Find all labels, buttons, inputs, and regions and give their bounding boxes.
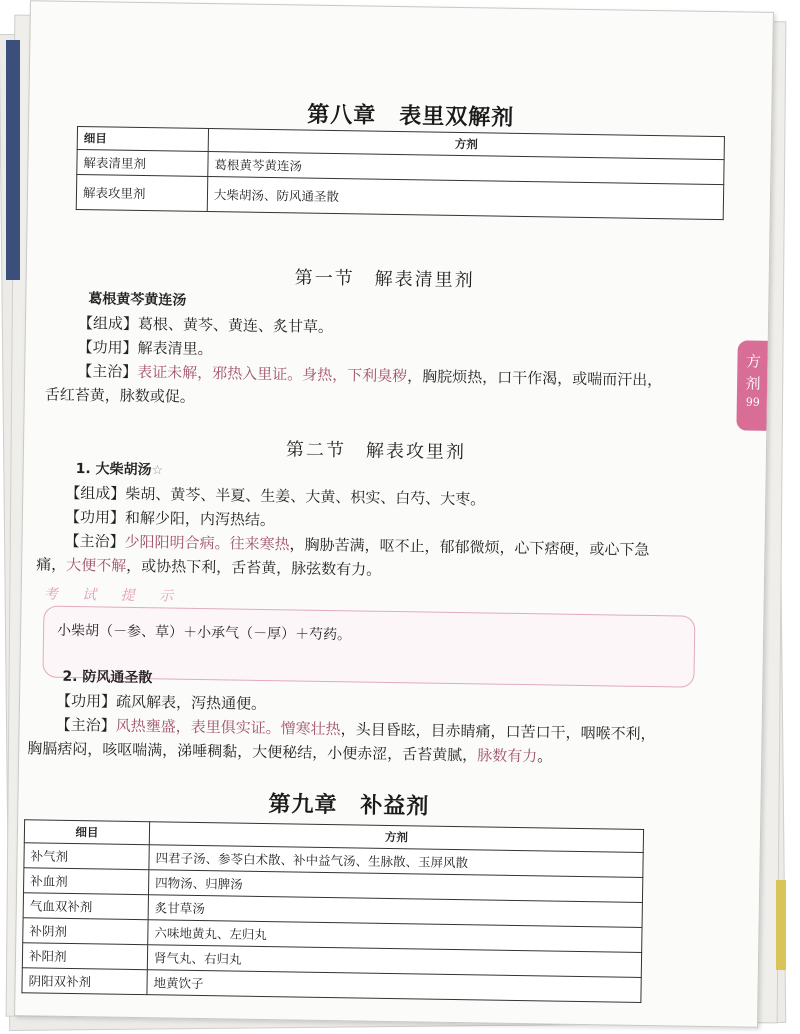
text: ，或协热下利，舌苔黄，脉弦数有力。 bbox=[126, 556, 382, 579]
function-line bbox=[56, 690, 266, 715]
function-line bbox=[65, 506, 275, 531]
book-page bbox=[14, 0, 774, 1028]
section-title: 第二节 解表攻里剂 bbox=[285, 439, 467, 464]
table-cell: 炙甘草汤 bbox=[148, 895, 642, 928]
table-header: 细目 bbox=[24, 820, 149, 845]
table-cell: 解表攻里剂 bbox=[76, 174, 208, 211]
highlight-text: 脉数有力 bbox=[477, 746, 538, 766]
highlight-text: 下利臭秽 bbox=[347, 366, 408, 386]
tab-label: 方 bbox=[745, 352, 762, 371]
text: ，头目昏眩，目赤睛痛，口苦口干，咽喉不利， bbox=[340, 720, 656, 744]
chapter-title: 第九章 补益剂 bbox=[268, 792, 430, 820]
chapter-side-tab bbox=[736, 340, 769, 430]
formula-name bbox=[75, 458, 163, 482]
table-header: 方剂 bbox=[149, 822, 643, 853]
text: 和解少阳，内泻热结。 bbox=[124, 508, 276, 530]
table-cell: 阴阳双补剂 bbox=[22, 968, 147, 995]
table-cell: 地黄饮子 bbox=[147, 970, 641, 1003]
function-line bbox=[77, 336, 212, 360]
composition-line bbox=[78, 312, 333, 338]
table-cell: 补气剂 bbox=[24, 843, 149, 870]
formula-name: 葛根黄芩黄连汤 bbox=[88, 291, 187, 309]
chapter-title: 第八章 表里双解剂 bbox=[307, 102, 515, 131]
text: 葛根、黄芩、黄连、炙甘草。 bbox=[137, 314, 334, 337]
label: 【功用】 bbox=[64, 507, 126, 527]
label: 【主治】 bbox=[55, 715, 116, 735]
highlight-text: 少阳阳明合病。往来寒热 bbox=[124, 532, 290, 554]
text: 解表清里。 bbox=[137, 338, 213, 359]
table-cell: 气血双补剂 bbox=[23, 893, 148, 920]
text: 。 bbox=[537, 747, 553, 766]
table-cell: 葛根黄芩黄连汤 bbox=[208, 152, 724, 185]
label: 【功用】 bbox=[55, 691, 117, 711]
table-cell: 大柴胡汤、防风通圣散 bbox=[207, 177, 723, 220]
label: 【主治】 bbox=[77, 362, 138, 381]
indication-line-2 bbox=[36, 553, 381, 580]
table-cell: 补血剂 bbox=[24, 868, 149, 895]
chapter8-table bbox=[76, 126, 725, 220]
highlight-text: 大便不解 bbox=[66, 555, 127, 575]
highlight-text: 风热壅盛，表里俱实证。憎寒壮热 bbox=[115, 716, 341, 739]
highlight-text: 表证未解，邪热入里证。身热， bbox=[137, 362, 348, 385]
table-header: 细目 bbox=[77, 126, 208, 151]
tab-label: 剂 bbox=[745, 374, 761, 393]
text: 痛， bbox=[36, 555, 67, 574]
text: 疏风解表，泻热通便。 bbox=[115, 692, 267, 714]
book-cover-edge bbox=[776, 880, 786, 970]
table-cell: 解表清里剂 bbox=[77, 149, 208, 176]
table-cell: 补阳剂 bbox=[22, 943, 147, 970]
exam-tip-banner bbox=[44, 584, 184, 608]
star-icon: ☆ bbox=[151, 463, 164, 479]
label: 【组成】 bbox=[77, 314, 139, 333]
label: 【组成】 bbox=[65, 483, 126, 503]
table-cell: 六味地黄丸、左归丸 bbox=[148, 920, 642, 953]
book-cover-edge bbox=[6, 40, 20, 280]
chapter9-table bbox=[21, 819, 644, 1003]
label: 【主治】 bbox=[64, 531, 125, 551]
text: 胸膈痞闷，咳呕喘满，涕唾稠黏，大便秘结，小便赤涩，舌苔黄腻， bbox=[27, 739, 478, 765]
table-cell: 四君子汤、参苓白术散、补中益气汤、生脉散、玉屏风散 bbox=[149, 845, 643, 878]
text: 柴胡、黄芩、半夏、生姜、大黄、枳实、白芍、大枣。 bbox=[125, 484, 486, 509]
table-cell: 肾气丸、右归丸 bbox=[147, 945, 641, 978]
table-header: 方剂 bbox=[208, 129, 724, 160]
label: 【功用】 bbox=[77, 338, 138, 357]
formula-name: 2. 防风通圣散 bbox=[62, 668, 153, 687]
section-title: 第一节 解表清里剂 bbox=[294, 267, 475, 292]
text: ，胸胁苦满，呕不止，郁郁微烦，心下痞硬，或心下急 bbox=[289, 535, 650, 560]
page-number: 99 bbox=[745, 395, 760, 409]
exam-tip-label: 考 试 提 示 bbox=[43, 586, 184, 605]
formula-title: 1. 大柴胡汤 bbox=[75, 460, 152, 479]
text: ，胸脘烦热，口干作渴，或喘而汗出， bbox=[407, 367, 663, 390]
table-cell: 补阴剂 bbox=[23, 918, 148, 945]
table-cell: 四物汤、归脾汤 bbox=[148, 870, 642, 903]
exam-tip-text: 小柴胡（－参、草）＋小承气（－厚）＋芍药。 bbox=[56, 622, 352, 644]
indication-line-2: 舌红苔黄，脉数或促。 bbox=[44, 385, 195, 406]
